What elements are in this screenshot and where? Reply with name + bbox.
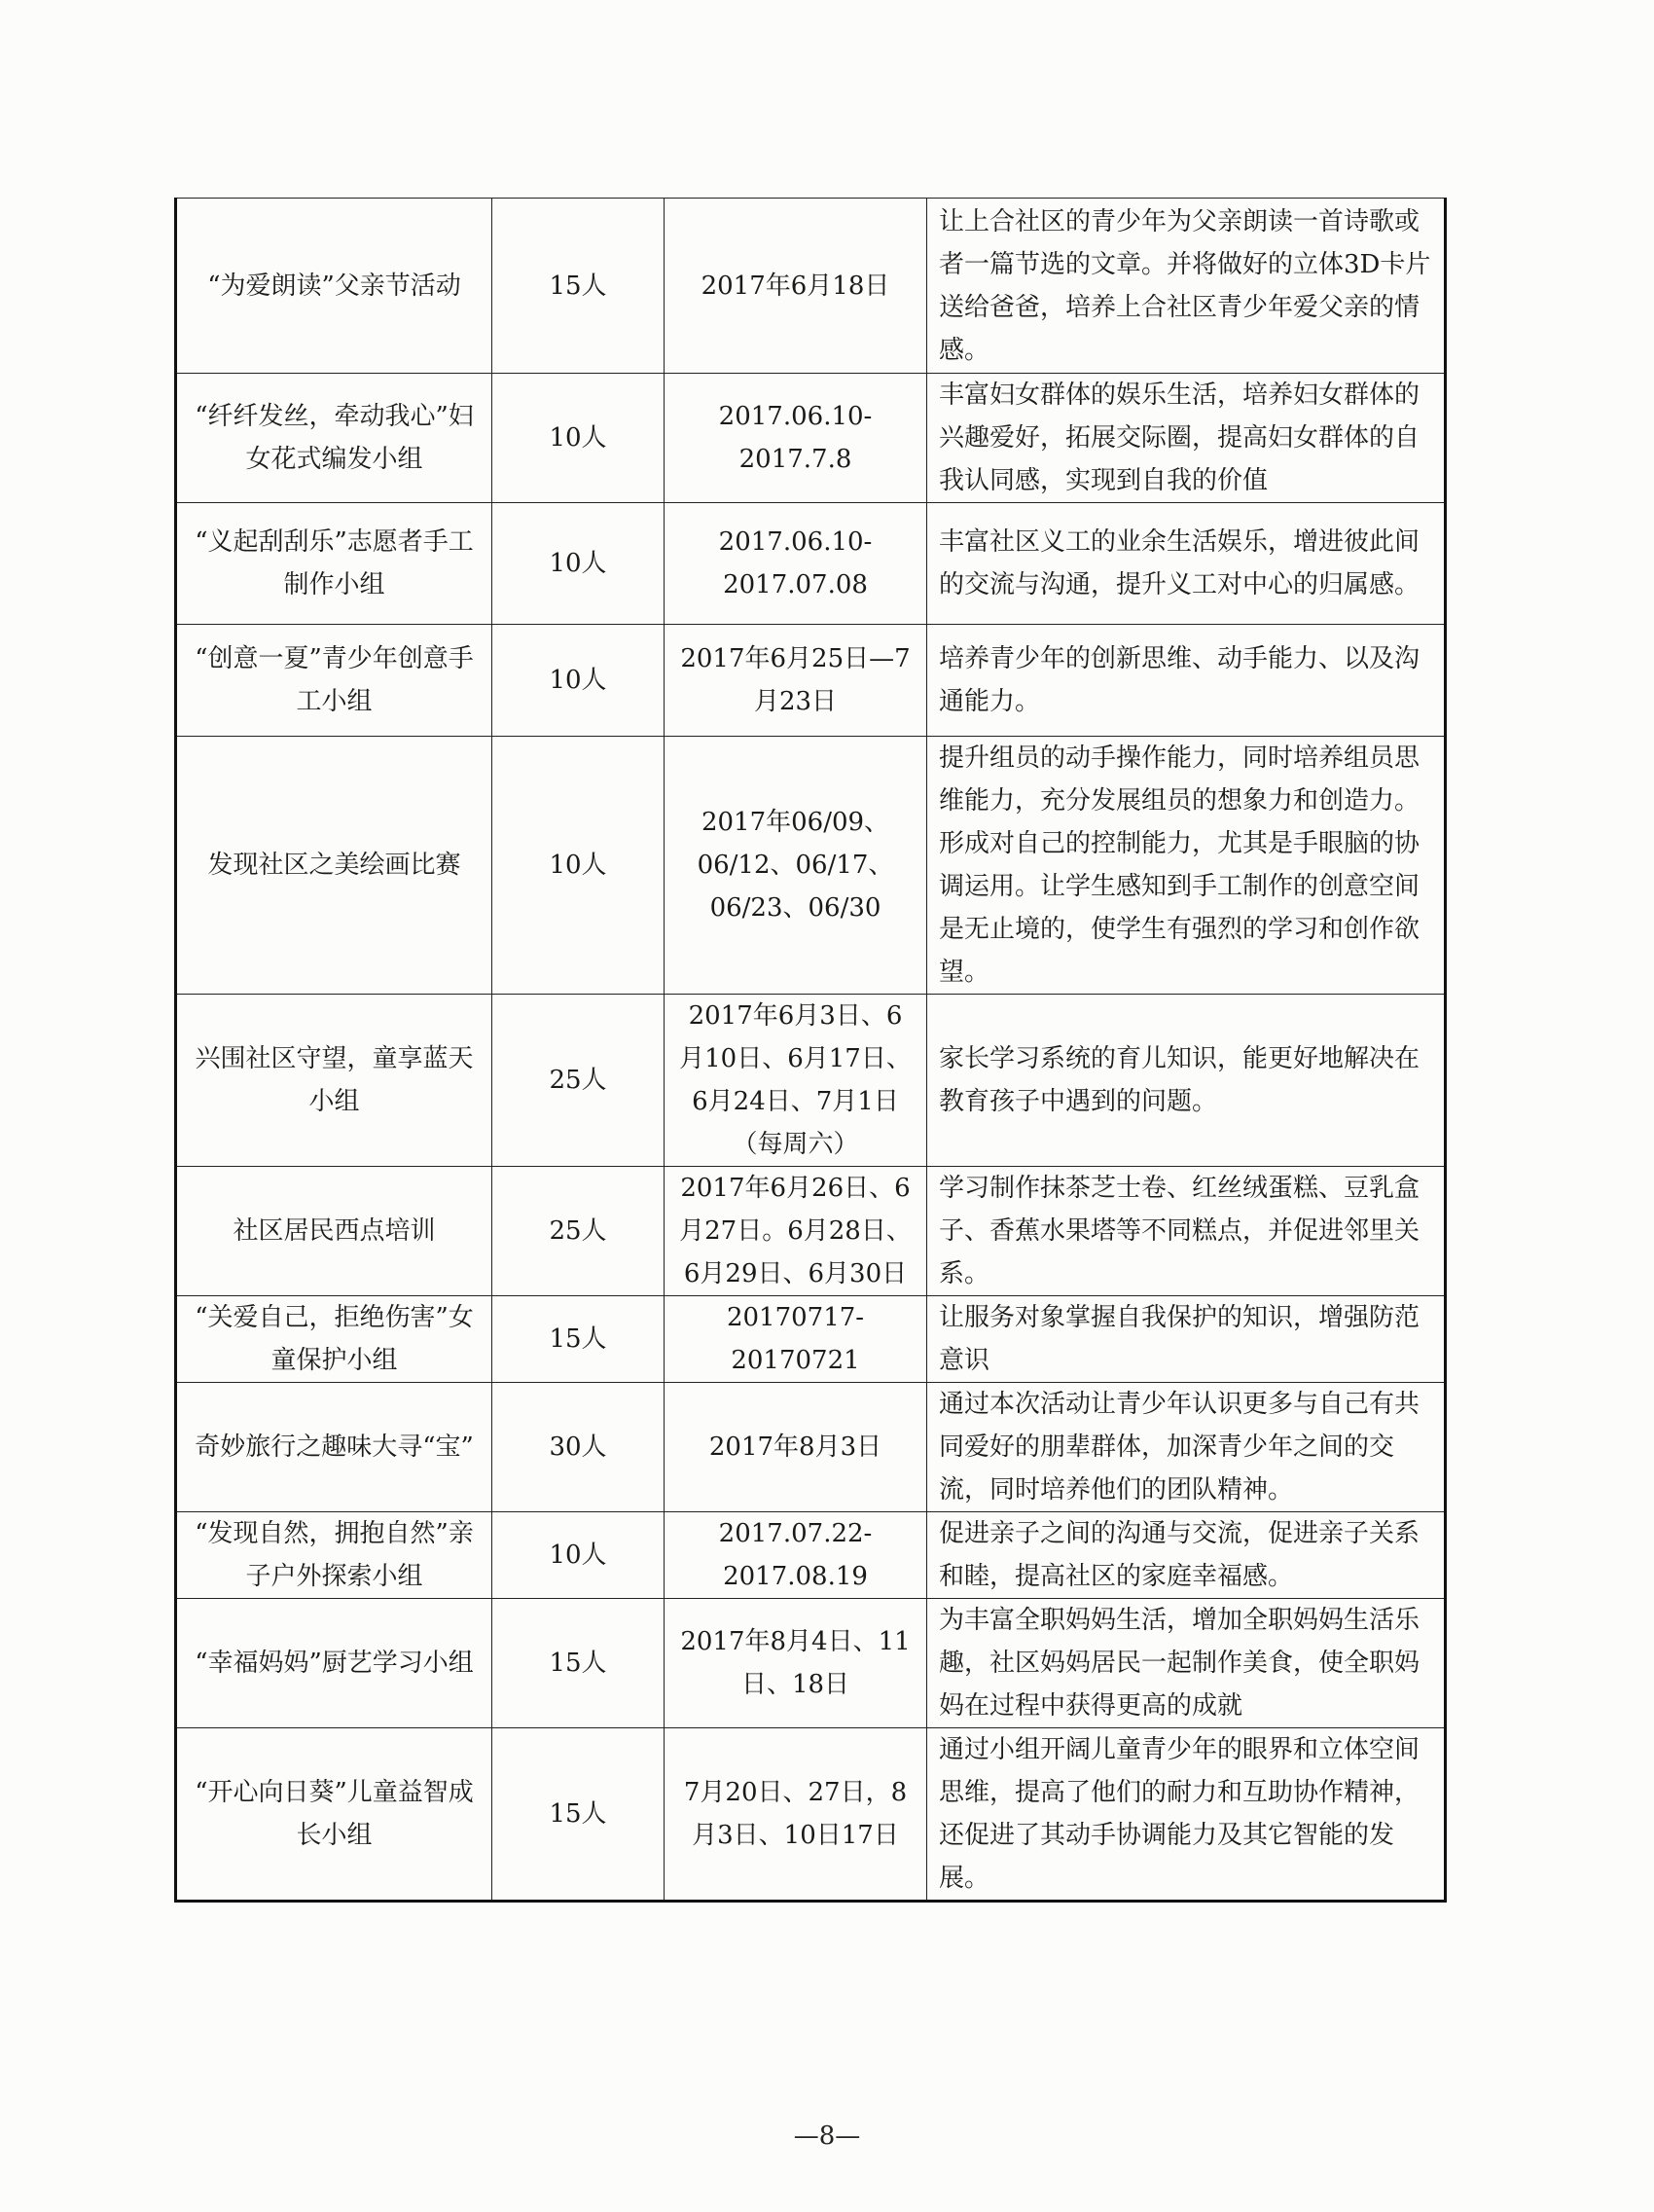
participant-count-cell: 30人 xyxy=(492,1383,665,1512)
participant-count-cell: 10人 xyxy=(492,625,665,737)
activity-goal-cell: 提升组员的动手操作能力，同时培养组员思维能力，充分发展组员的想象力和创造力。形成对自己的控制能力，尤其是手眼脑的协调运用。让学生感知到手工制作的创意空间是无止境的，使学生有强烈的学习和创作欲望。 xyxy=(927,737,1446,995)
activity-goal-cell: 通过本次活动让青少年认识更多与自己有共同爱好的朋辈群体，加深青少年之间的交流，同时培养他们的团队精神。 xyxy=(927,1383,1446,1512)
activity-goal-cell: 通过小组开阔儿童青少年的眼界和立体空间思维，提高了他们的耐力和互助协作精神，还促进了其动手协调能力及其它智能的发展。 xyxy=(927,1728,1446,1902)
activity-date-cell: 2017.07.22-2017.08.19 xyxy=(665,1512,927,1599)
activity-name-cell: “幸福妈妈”厨艺学习小组 xyxy=(176,1599,492,1728)
participant-count-cell: 25人 xyxy=(492,995,665,1167)
activity-date-cell: 20170717-20170721 xyxy=(665,1296,927,1383)
activity-goal-cell: 家长学习系统的育儿知识，能更好地解决在教育孩子中遇到的问题。 xyxy=(927,995,1446,1167)
activity-name-cell: 兴围社区守望，童享蓝天小组 xyxy=(176,995,492,1167)
activity-date-cell: 2017年6月25日—7月23日 xyxy=(665,625,927,737)
activity-name-cell: 社区居民西点培训 xyxy=(176,1167,492,1296)
activity-goal-cell: 让上合社区的青少年为父亲朗读一首诗歌或者一篇节选的文章。并将做好的立体3D卡片送给爸爸，培养上合社区青少年爱父亲的情感。 xyxy=(927,199,1446,374)
table-row xyxy=(176,503,1446,625)
activity-name-cell: 发现社区之美绘画比赛 xyxy=(176,737,492,995)
activity-goal-cell: 丰富妇女群体的娱乐生活，培养妇女群体的兴趣爱好，拓展交际圈，提高妇女群体的自我认同感，实现到自我的价值 xyxy=(927,374,1446,503)
activity-date-cell: 2017年6月18日 xyxy=(665,199,927,374)
participant-count-cell: 15人 xyxy=(492,199,665,374)
participant-count-cell: 25人 xyxy=(492,1167,665,1296)
table-row xyxy=(176,374,1446,503)
activity-date-cell: 2017年6月3日、6月10日、6月17日、6月24日、7月1日（每周六） xyxy=(665,995,927,1167)
table-row xyxy=(176,1599,1446,1728)
participant-count-cell: 10人 xyxy=(492,503,665,625)
participant-count-cell: 15人 xyxy=(492,1599,665,1728)
activity-name-cell: “创意一夏”青少年创意手工小组 xyxy=(176,625,492,737)
activity-date-cell: 2017年06/09、06/12、06/17、06/23、06/30 xyxy=(665,737,927,995)
activity-date-cell: 2017.06.10-2017.7.8 xyxy=(665,374,927,503)
activity-date-cell: 2017.06.10-2017.07.08 xyxy=(665,503,927,625)
participant-count-cell: 10人 xyxy=(492,1512,665,1599)
activity-name-cell: “为爱朗读”父亲节活动 xyxy=(176,199,492,374)
table-row xyxy=(176,1296,1446,1383)
activity-name-cell: “开心向日葵”儿童益智成长小组 xyxy=(176,1728,492,1902)
table-row xyxy=(176,625,1446,737)
activity-goal-cell: 培养青少年的创新思维、动手能力、以及沟通能力。 xyxy=(927,625,1446,737)
table-row xyxy=(176,1167,1446,1296)
page-number: —8— xyxy=(793,2121,861,2151)
activity-name-cell: “发现自然，拥抱自然”亲子户外探索小组 xyxy=(176,1512,492,1599)
table-row xyxy=(176,1383,1446,1512)
activity-name-cell: “关爱自己，拒绝伤害”女童保护小组 xyxy=(176,1296,492,1383)
activity-goal-cell: 学习制作抹茶芝士卷、红丝绒蛋糕、豆乳盒子、香蕉水果塔等不同糕点，并促进邻里关系。 xyxy=(927,1167,1446,1296)
participant-count-cell: 10人 xyxy=(492,737,665,995)
activity-table xyxy=(174,198,1447,1903)
table-row xyxy=(176,995,1446,1167)
activity-date-cell: 7月20日、27日，8月3日、10日17日 xyxy=(665,1728,927,1902)
participant-count-cell: 15人 xyxy=(492,1296,665,1383)
table-row xyxy=(176,199,1446,374)
participant-count-cell: 15人 xyxy=(492,1728,665,1902)
table-row xyxy=(176,737,1446,995)
activity-date-cell: 2017年8月3日 xyxy=(665,1383,927,1512)
activity-name-cell: “纤纤发丝，牵动我心”妇女花式编发小组 xyxy=(176,374,492,503)
activity-name-cell: 奇妙旅行之趣味大寻“宝” xyxy=(176,1383,492,1512)
activity-date-cell: 2017年6月26日、6月27日。6月28日、6月29日、6月30日 xyxy=(665,1167,927,1296)
participant-count-cell: 10人 xyxy=(492,374,665,503)
activity-goal-cell: 让服务对象掌握自我保护的知识，增强防范意识 xyxy=(927,1296,1446,1383)
table-row xyxy=(176,1512,1446,1599)
activity-date-cell: 2017年8月4日、11日、18日 xyxy=(665,1599,927,1728)
activity-goal-cell: 促进亲子之间的沟通与交流，促进亲子关系和睦，提高社区的家庭幸福感。 xyxy=(927,1512,1446,1599)
activity-name-cell: “义起刮刮乐”志愿者手工制作小组 xyxy=(176,503,492,625)
activity-goal-cell: 丰富社区义工的业余生活娱乐，增进彼此间的交流与沟通，提升义工对中心的归属感。 xyxy=(927,503,1446,625)
activity-goal-cell: 为丰富全职妈妈生活，增加全职妈妈生活乐趣，社区妈妈居民一起制作美食，使全职妈妈在过程中获得更高的成就 xyxy=(927,1599,1446,1728)
table-row xyxy=(176,1728,1446,1902)
